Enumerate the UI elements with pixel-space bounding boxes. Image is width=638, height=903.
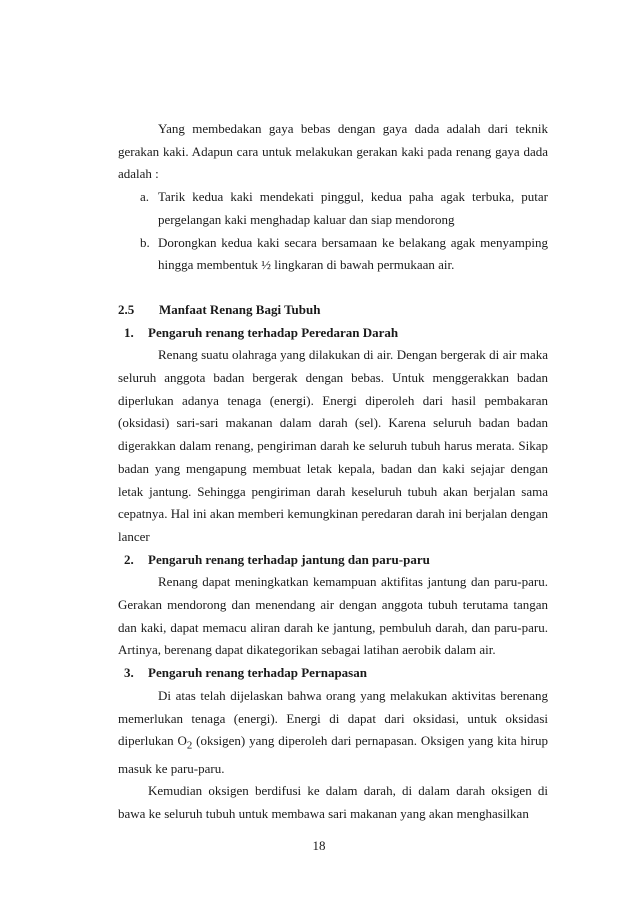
subsection-title: Pengaruh renang terhadap Peredaran Darah	[148, 324, 399, 340]
closing-paragraph: Kemudian oksigen berdifusi ke dalam darah, di dalam darah oksigen di bawa ke seluruh tubuh untuk membawa sari makanan yang akan menghasilkan	[118, 783, 548, 821]
list-marker: b.	[140, 234, 150, 250]
page-number: 18	[312, 838, 326, 853]
section-number: 2.5	[118, 301, 135, 317]
subsection-title: Pengaruh renang terhadap jantung dan paru-paru	[148, 551, 430, 567]
subsection-body-3	[118, 685, 548, 780]
subsection-body-2: Renang dapat meningkatkan kemampuan aktifitas jantung dan paru-paru. Gerakan mendorong dan menendang air dengan anggota tubuh terutama tangan dan kaki, dapat memacu aliran darah ke jantung, pembuluh darah, dan paru-paru. Artinya, berenang dapat dikategorikan sebagai latihan aerobik dalam air.	[118, 574, 548, 658]
body-text: (oksigen) yang diperoleh dari pernapasan. Oksigen yang kita hirup masuk ke paru-paru.	[118, 733, 548, 776]
list-marker: a.	[140, 189, 150, 205]
subsection-number: 2.	[124, 551, 134, 567]
list-item-text: Tarik kedua kaki mendekati pinggul, kedua paha agak terbuka, putar pergelangan kaki menghadap kaluar dan siap mendorong	[158, 189, 548, 227]
subsection-heading-1	[118, 322, 548, 345]
subsection-heading-2	[118, 549, 548, 572]
list-item	[118, 232, 548, 277]
subsection-number: 3.	[124, 665, 134, 681]
list-item-text: Dorongkan kedua kaki secara bersamaan ke belakang agak menyamping hingga membentuk ½ lingkaran di bawah permukaan air.	[158, 234, 548, 273]
subsection-body-1: Renang suatu olahraga yang dilakukan di air. Dengan bergerak di air maka seluruh anggota badan bergerak dengan bebas. Untuk menggerakkan badan diperlukan adanya tenaga (energi). Energi diperoleh dari hasil pembakaran (oksidasi) sari-sari makanan dalam darah (sel). Karena seluruh badan badan digerakkan dalam renang, pengiriman darah ke seluruh tubuh harus merata. Sikap badan yang mengapung membuat letak kepala, badan dan kaki sejajar dengan letak jantung. Sehingga pengiriman darah keseluruh tubuh akan berjalan sama cepatnya. Hal ini akan memberi kemungkinan peredaran darah ini berjalan dengan lancer	[118, 347, 548, 544]
list-item	[118, 186, 548, 231]
leg-movement-list	[118, 186, 548, 277]
subsection-number: 1.	[124, 324, 134, 340]
section-title: Manfaat Renang Bagi Tubuh	[159, 301, 321, 317]
body-text: Di atas telah dijelaskan bahwa orang yang melakukan aktivitas berenang memerlukan tenaga (energi). Energi di dapat dari oksidasi, untuk oksidasi diperlukan O	[118, 687, 548, 749]
subscript-text: 2	[186, 739, 193, 752]
subsection-heading-3	[118, 662, 548, 685]
subsection-title: Pengaruh renang terhadap Pernapasan	[148, 665, 367, 681]
intro-paragraph: Yang membedakan gaya bebas dengan gaya dada adalah dari teknik gerakan kaki. Adapun cara untuk melakukan gerakan kaki pada renang gaya dada adalah :	[118, 121, 548, 182]
page-content	[118, 118, 548, 826]
section-heading	[118, 299, 548, 322]
